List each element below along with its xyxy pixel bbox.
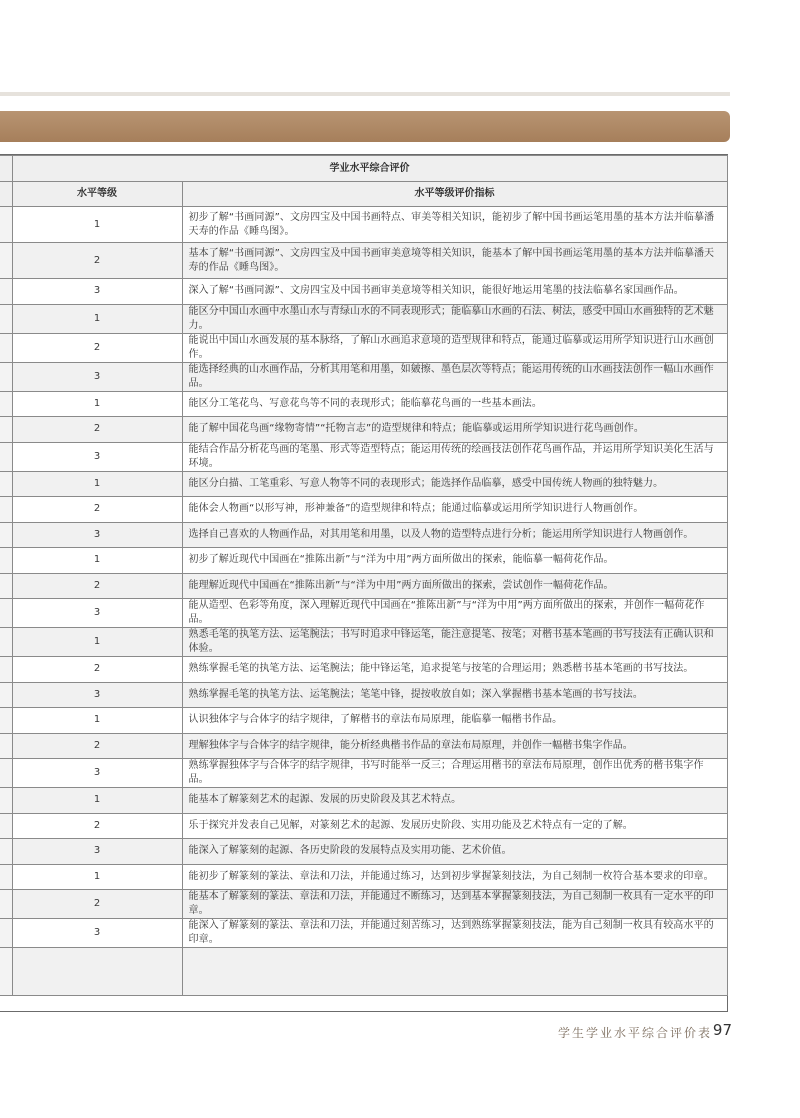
table-row [0,599,727,628]
left-stub-cell [0,919,12,948]
criteria-cell: 能了解中国花鸟画“缘物寄情”“托物言志”的造型规律和特点；能临摹或运用所学知识进行花鸟画创作。 [182,417,727,443]
criteria-cell: 乐于探究并发表自己见解，对篆刻艺术的起源、发展历史阶段、实用功能及艺术特点有一定的了解。 [182,813,727,839]
left-stub-cell [0,333,12,362]
table-row [0,417,727,443]
level-cell: 3 [12,919,182,948]
table-row [0,839,727,865]
blank-cell [182,948,727,996]
level-cell: 1 [12,708,182,734]
table-row [0,708,727,734]
criteria-cell: 初步了解“书画同源”、文房四宝及中国书画特点、审美等相关知识，能初步了解中国书画运笔用墨的基本方法并临摹潘天寿的作品《睡鸟图》。 [182,207,727,243]
table-row [0,522,727,548]
level-cell: 1 [12,471,182,497]
criteria-cell: 选择自己喜欢的人物画作品，对其用笔和用墨，以及人物的造型特点进行分析；能运用所学知识进行人物画创作。 [182,522,727,548]
level-cell: 1 [12,207,182,243]
header-overall-evaluation: 学业水平综合评价 [12,156,727,182]
criteria-cell: 能区分工笔花鸟、写意花鸟等不同的表现形式；能临摹花鸟画的一些基本画法。 [182,391,727,417]
left-stub-cell [0,599,12,628]
criteria-cell: 能说出中国山水画发展的基本脉络，了解山水画追求意境的造型规律和特点，能通过临摹或运用所学知识进行山水画创作。 [182,333,727,362]
level-cell: 3 [12,279,182,305]
criteria-cell: 理解独体字与合体字的结字规律，能分析经典楷书作品的章法布局原理，并创作一幅楷书集字作品。 [182,733,727,759]
left-stub-cell [0,391,12,417]
level-cell: 2 [12,813,182,839]
level-cell: 2 [12,573,182,599]
criteria-cell: 基本了解“书画同源”、文房四宝及中国书画审美意境等相关知识，能基本了解中国书画运笔用墨的基本方法并临摹潘天寿的作品《睡鸟图》。 [182,243,727,279]
level-cell: 1 [12,391,182,417]
left-stub-cell [0,890,12,919]
left-stub-cell [0,182,12,207]
blank-cell [12,948,182,996]
criteria-cell: 能体会人物画“以形写神，形神兼备”的造型规律和特点；能通过临摹或运用所学知识进行人物画创作。 [182,497,727,523]
criteria-cell: 深入了解“书画同源”、文房四宝及中国书画审美意境等相关知识，能很好地运用笔墨的技法临摹名家国画作品。 [182,279,727,305]
level-cell: 2 [12,657,182,683]
table-row [0,813,727,839]
left-stub-cell [0,417,12,443]
left-stub-cell [0,522,12,548]
level-cell: 3 [12,522,182,548]
level-cell: 2 [12,333,182,362]
criteria-cell: 能区分中国山水画中水墨山水与青绿山水的不同表现形式；能临摹山水画的石法、树法，感受中国山水画独特的艺术魅力。 [182,304,727,333]
table-body [0,207,727,996]
left-stub-cell [0,628,12,657]
table-row [0,362,727,391]
left-stub-cell [0,243,12,279]
left-stub-cell [0,548,12,574]
table-row [0,391,727,417]
header-level: 水平等级 [12,182,182,207]
table-row [0,864,727,890]
top-rule [0,92,730,96]
header-row-columns [0,182,727,207]
criteria-cell: 熟练掌握独体字与合体字的结字规律，书写时能举一反三；合理运用楷书的章法布局原理，创作出优秀的楷书集字作品。 [182,759,727,788]
criteria-cell: 熟练掌握毛笔的执笔方法、运笔腕法；能中锋运笔，追求提笔与按笔的合理运用；熟悉楷书基本笔画的书写技法。 [182,657,727,683]
table-row [0,243,727,279]
table-row [0,733,727,759]
level-cell: 3 [12,759,182,788]
table-row [0,919,727,948]
table-row [0,207,727,243]
table-row [0,759,727,788]
table-row [0,890,727,919]
header-row-top [0,156,727,182]
left-stub-cell [0,442,12,471]
left-stub-cell [0,497,12,523]
evaluation-table [0,155,728,996]
header-criteria: 水平等级评价指标 [182,182,727,207]
left-stub-cell [0,207,12,243]
criteria-cell: 能选择经典的山水画作品，分析其用笔和用墨，如皴擦、墨色层次等特点；能运用传统的山水画技法创作一幅山水画作品。 [182,362,727,391]
level-cell: 3 [12,839,182,865]
criteria-cell: 能初步了解篆刻的篆法、章法和刀法，并能通过练习，达到初步掌握篆刻技法，为自己刻制一枚符合基本要求的印章。 [182,864,727,890]
level-cell: 2 [12,890,182,919]
footer-caption: 学生学业水平综合评价表 [557,1026,712,1040]
left-stub-cell [0,839,12,865]
criteria-cell: 初步了解近现代中国画在“推陈出新”与“洋为中用”两方面所做出的探索，能临摹一幅荷花作品。 [182,548,727,574]
criteria-cell: 能结合作品分析花鸟画的笔墨、形式等造型特点；能运用传统的绘画技法创作花鸟画作品，并运用所学知识美化生活与环境。 [182,442,727,471]
level-cell: 1 [12,548,182,574]
level-cell: 1 [12,788,182,814]
table-row [0,788,727,814]
criteria-cell: 能理解近现代中国画在“推陈出新”与“洋为中用”两方面所做出的探索，尝试创作一幅荷花作品。 [182,573,727,599]
level-cell: 1 [12,628,182,657]
criteria-cell: 能基本了解篆刻艺术的起源、发展的历史阶段及其艺术特点。 [182,788,727,814]
left-stub-cell [0,657,12,683]
left-stub-cell [0,471,12,497]
criteria-cell: 认识独体字与合体字的结字规律，了解楷书的章法布局原理，能临摹一幅楷书作品。 [182,708,727,734]
criteria-cell: 能基本了解篆刻的篆法、章法和刀法，并能通过不断练习，达到基本掌握篆刻技法，为自己刻制一枚具有一定水平的印章。 [182,890,727,919]
table-row [0,471,727,497]
left-stub-cell [0,156,12,182]
level-cell: 2 [12,243,182,279]
criteria-cell: 能区分白描、工笔重彩、写意人物等不同的表现形式；能选择作品临摹，感受中国传统人物画的独特魅力。 [182,471,727,497]
page-number: 97 [712,1021,732,1039]
section-header-band [0,111,730,142]
table-row [0,279,727,305]
left-stub-cell [0,813,12,839]
criteria-cell: 能深入了解篆刻的篆法、章法和刀法，并能通过刻苦练习，达到熟练掌握篆刻技法，能为自己刻制一枚具有较高水平的印章。 [182,919,727,948]
level-cell: 2 [12,417,182,443]
table-row [0,657,727,683]
left-stub-cell [0,362,12,391]
level-cell: 3 [12,442,182,471]
level-cell: 3 [12,599,182,628]
table-row [0,682,727,708]
table-row [0,333,727,362]
left-stub-cell [0,573,12,599]
left-stub-cell [0,682,12,708]
left-stub-cell [0,759,12,788]
criteria-cell: 熟悉毛笔的执笔方法、运笔腕法；书写时追求中锋运笔，能注意提笔、按笔；对楷书基本笔画的书写技法有正确认识和体验。 [182,628,727,657]
left-stub-cell [0,733,12,759]
left-stub-cell [0,279,12,305]
level-cell: 2 [12,497,182,523]
criteria-cell: 能从造型、色彩等角度，深入理解近现代中国画在“推陈出新”与“洋为中用”两方面所做出的探索，并创作一幅荷花作品。 [182,599,727,628]
level-cell: 2 [12,733,182,759]
left-stub-cell [0,788,12,814]
blank-row [0,948,727,996]
table-row [0,304,727,333]
blank-cell [0,948,12,996]
level-cell: 3 [12,682,182,708]
level-cell: 1 [12,864,182,890]
criteria-cell: 熟练掌握毛笔的执笔方法、运笔腕法；笔笔中锋，提按收放自如；深入掌握楷书基本笔画的书写技法。 [182,682,727,708]
table-row [0,442,727,471]
table-row [0,548,727,574]
table-row [0,628,727,657]
left-stub-cell [0,708,12,734]
level-cell: 1 [12,304,182,333]
table-row [0,573,727,599]
table-row [0,497,727,523]
criteria-cell: 能深入了解篆刻的起源、各历史阶段的发展特点及实用功能、艺术价值。 [182,839,727,865]
left-stub-cell [0,304,12,333]
left-stub-cell [0,864,12,890]
level-cell: 3 [12,362,182,391]
